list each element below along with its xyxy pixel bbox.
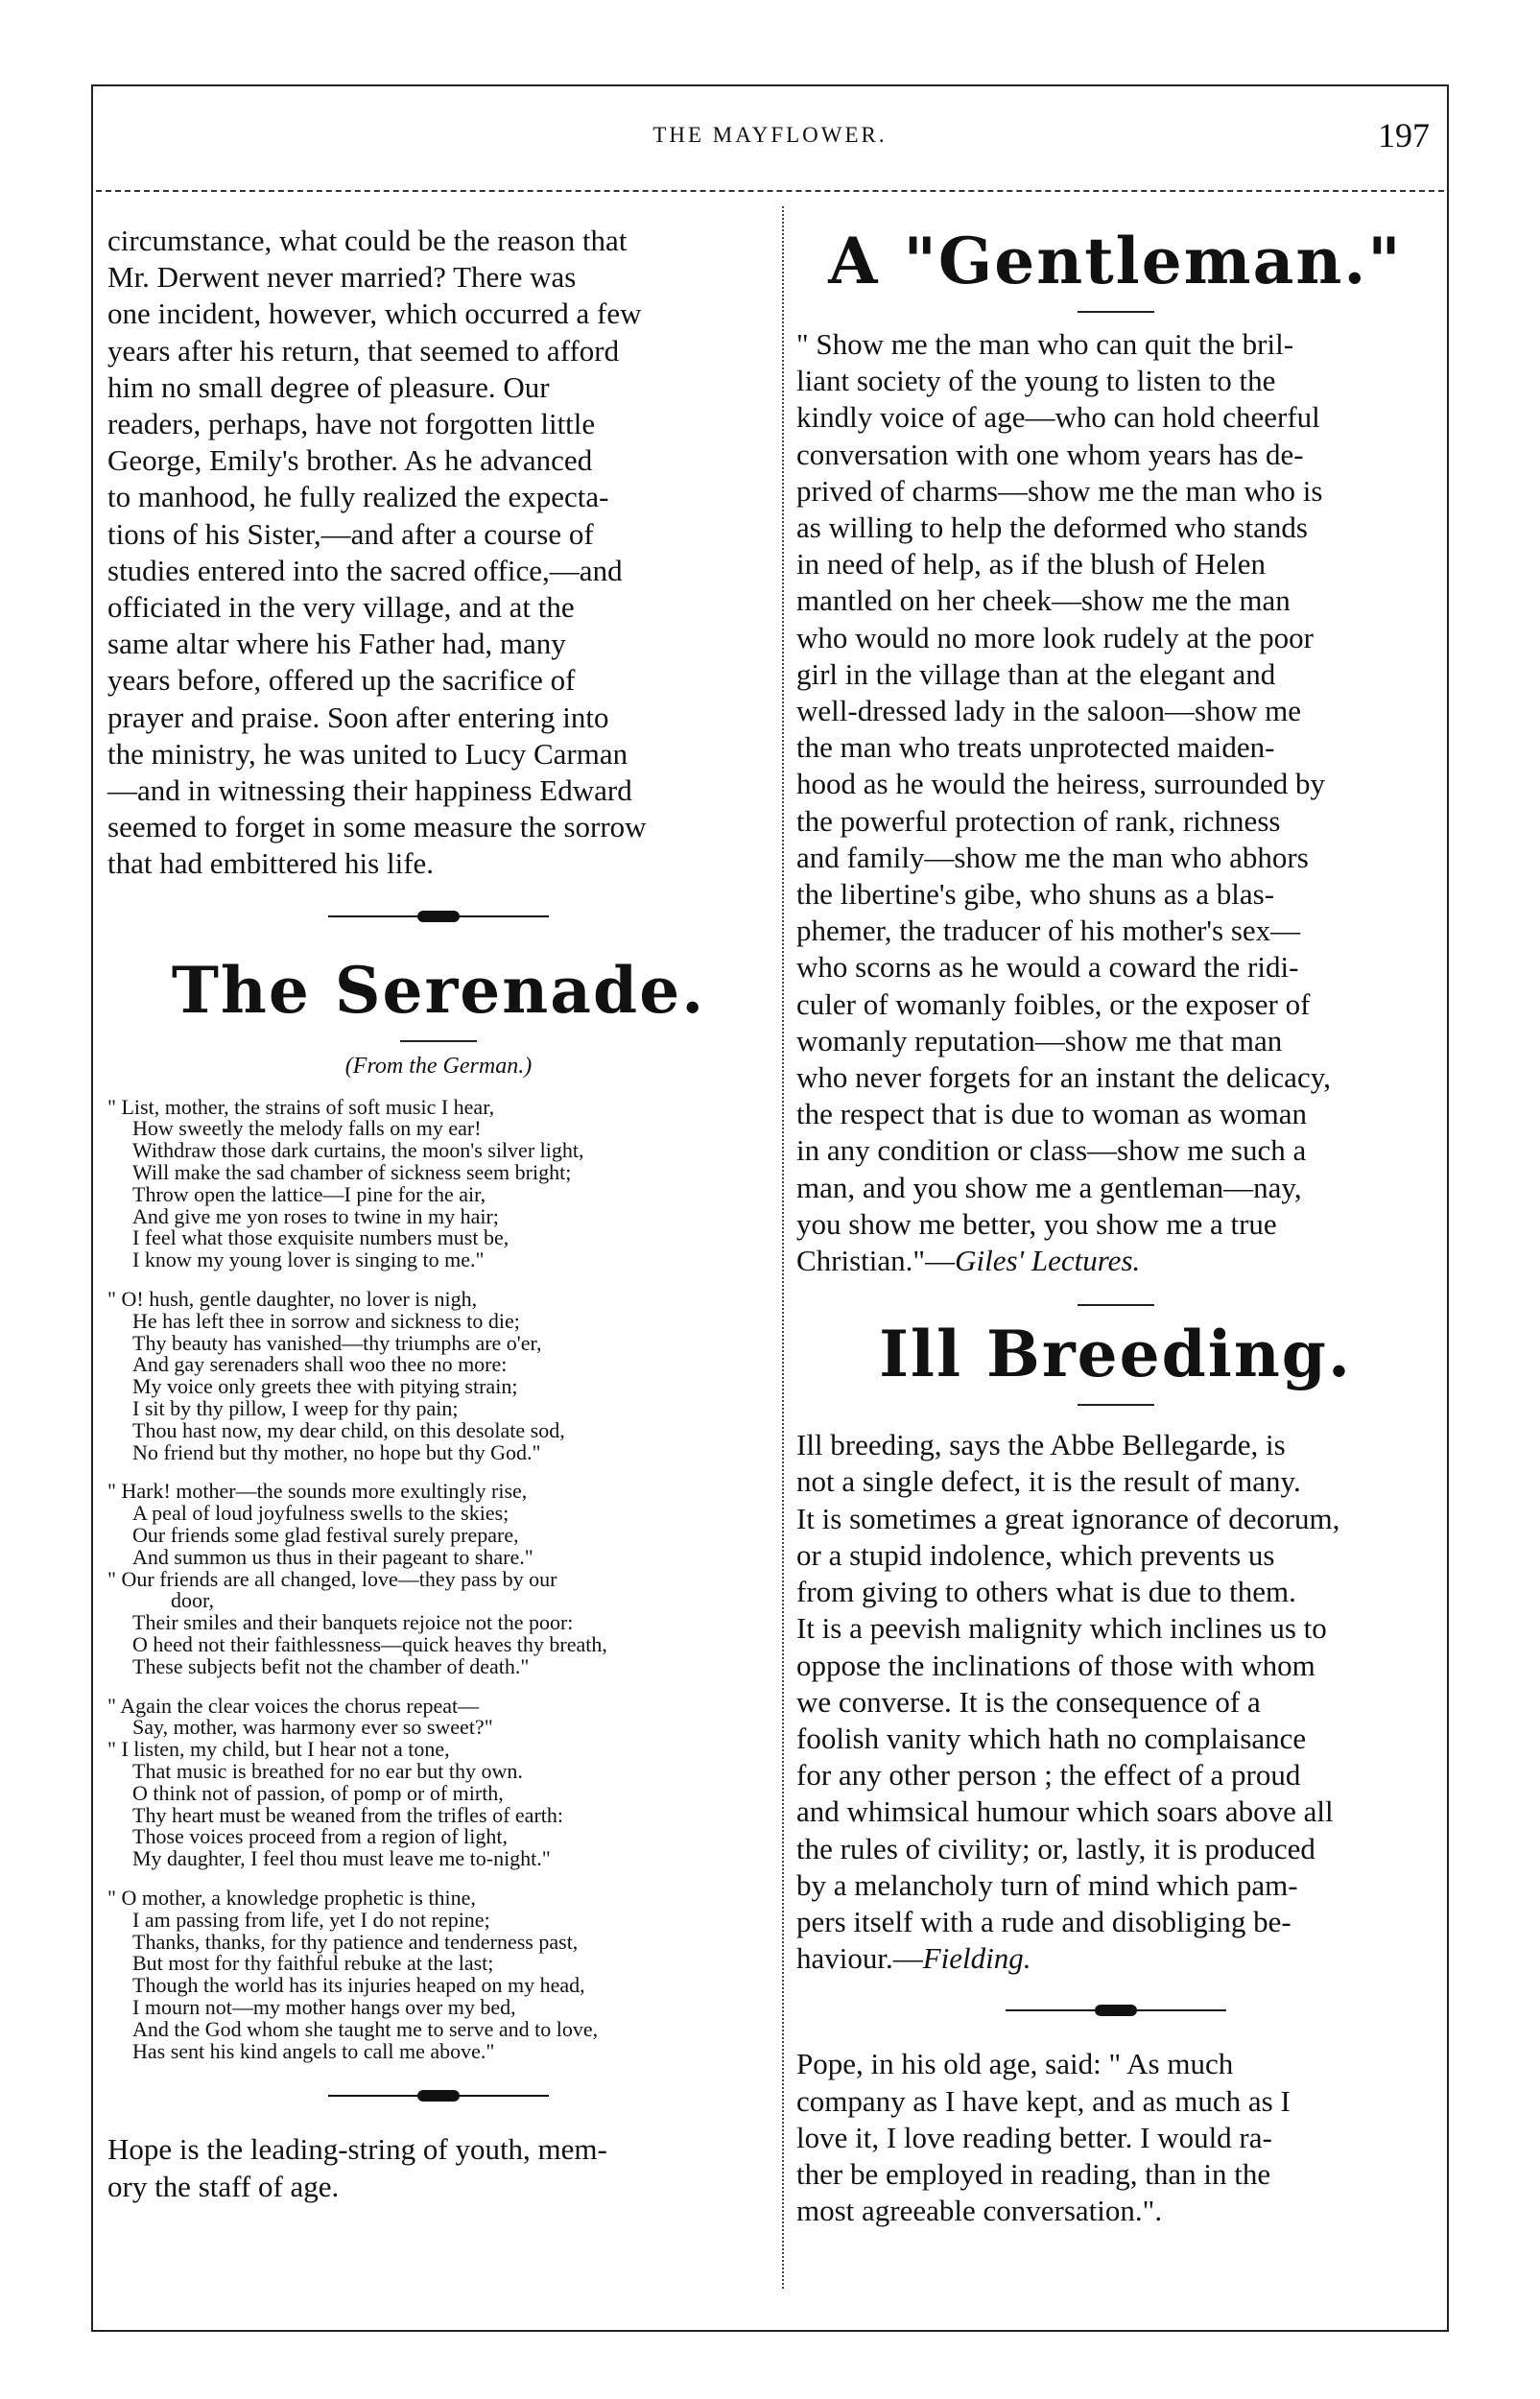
poem-line: Will make the sad chamber of sickness seem bright;	[132, 1160, 572, 1185]
text-line	[796, 1243, 1434, 1279]
text-line	[796, 1940, 1434, 1977]
text-line: well-dressed lady in the saloon—show me	[796, 694, 1302, 728]
text-line: circumstance, what could be the reason that	[107, 224, 628, 257]
title-rule	[1078, 311, 1154, 313]
text-line: years before, offered up the sacrifice of	[107, 663, 576, 698]
text-line: from giving to others what is due to them.	[796, 1575, 1296, 1609]
text-line: studies entered into the sacred office,—and	[107, 553, 623, 587]
text-line: or a stupid indolence, which prevents us	[796, 1537, 1275, 1572]
poem-line: O think not of passion, of pomp or of mirth,	[132, 1780, 504, 1805]
right-column	[796, 223, 1434, 2229]
text-line: pers itself with a rude and disobliging be-	[796, 1904, 1291, 1938]
poem-line: No friend but thy mother, no hope but thy God."	[132, 1439, 541, 1464]
text-line: for any other person ; the effect of a proud	[796, 1758, 1301, 1793]
column-divider	[782, 206, 784, 2289]
text-line: Mr. Derwent never married? There was	[107, 260, 577, 295]
text-line: seemed to forget in some measure the sorrow	[107, 810, 647, 844]
poem-line: Throw open the lattice—I pine for the air,	[132, 1181, 486, 1206]
poem-line: Thy heart must be weaned from the trifles of earth:	[132, 1802, 564, 1827]
poem-stanza	[107, 1481, 770, 1677]
text-line: who would no more look rudely at the poor	[796, 620, 1314, 654]
poem-line: Those voices proceed from a region of light,	[132, 1824, 508, 1849]
poem-line: " Again the clear voices the chorus repeat—	[107, 1693, 480, 1718]
text-line: ory the staff of age.	[107, 2169, 340, 2203]
text-line: Ill breeding, says the Abbe Bellegarde, is	[796, 1428, 1286, 1462]
poem-stanza	[107, 1289, 770, 1463]
ornament-knot	[1095, 2005, 1137, 2016]
text-line: company as I have kept, and as much as I	[796, 2083, 1291, 2118]
text-line: man, and you show me a gentleman—nay,	[796, 1170, 1302, 1204]
text-line: mantled on her cheek—show me the man	[796, 583, 1291, 618]
text-line: prayer and praise. Soon after entering into	[107, 700, 609, 734]
poem-line: A peal of loud joyfulness swells to the skies;	[132, 1501, 509, 1526]
poem-line: These subjects befit not the chamber of death."	[132, 1653, 530, 1678]
poem-line: Thanks, thanks, for thy patience and tenderness past,	[132, 1929, 579, 1954]
gentleman-title: A "Gentleman."	[828, 224, 1403, 298]
ornament-knot	[417, 911, 460, 922]
text-line: tions of his Sister,—and after a course of	[107, 516, 594, 551]
poem-line: " Hark! mother—the sounds more exultingly rise,	[107, 1479, 528, 1504]
left-column	[107, 223, 770, 2205]
text-line: who scorns as he would a coward the ridi-	[796, 950, 1299, 985]
text-line: most agreeable conversation.".	[796, 2194, 1163, 2228]
text-line: the man who treats unprotected maiden-	[796, 730, 1275, 765]
poem-line: Say, mother, was harmony ever so sweet?"	[132, 1715, 493, 1740]
text-line: conversation with one whom years has de-	[796, 437, 1304, 471]
pope-anecdote	[796, 2046, 1434, 2229]
text-fragment: Christian."—	[796, 1244, 956, 1278]
poem-stanza	[107, 1693, 770, 1871]
text-line: readers, perhaps, have not forgotten little	[107, 407, 596, 441]
poem-line: " Our friends are all changed, love—they pass by our	[107, 1566, 557, 1591]
ornament-divider	[1006, 2004, 1226, 2017]
hope-maxim	[107, 2131, 770, 2204]
poem-line: " I listen, my child, but I hear not a tone,	[107, 1737, 450, 1762]
poem-line: Their smiles and their banquets rejoice not the poor:	[132, 1610, 574, 1635]
text-line: It is a peevish malignity which inclines us to	[796, 1611, 1327, 1646]
poem-line: O heed not their faithlessness—quick heaves thy breath,	[132, 1631, 607, 1656]
text-line: It is sometimes a great ignorance of decorum,	[796, 1501, 1340, 1535]
poem-line: door,	[171, 1588, 214, 1613]
poem-line: Thy beauty has vanished—thy triumphs are o'er,	[132, 1330, 542, 1355]
text-line: prived of charms—show me the man who is	[796, 473, 1323, 508]
text-line: and whimsical humour which soars above all	[796, 1794, 1334, 1829]
poem-line: How sweetly the melody falls on my ear!	[132, 1116, 482, 1141]
ornament-knot	[417, 2090, 460, 2102]
text-line: as willing to help the deformed who stands	[796, 511, 1308, 545]
text-line: —and in witnessing their happiness Edward	[107, 773, 632, 808]
ornament-divider	[328, 2089, 549, 2102]
page-border-right	[1447, 84, 1449, 2330]
text-line: " Show me the man who can quit the bril-	[796, 327, 1294, 361]
poem-line: And the God whom she taught me to serve and to love,	[132, 2016, 599, 2041]
text-line: oppose the inclinations of those with whom	[796, 1648, 1315, 1682]
text-line: we converse. It is the consequence of a	[796, 1684, 1261, 1719]
poem-line: " O! hush, gentle daughter, no lover is nigh,	[107, 1287, 478, 1312]
poem-line: Our friends some glad festival surely prepare,	[132, 1523, 519, 1547]
serenade-title: The Serenade.	[171, 952, 706, 1028]
poem-line: My voice only greets thee with pitying strain;	[132, 1374, 518, 1399]
text-line: years after his return, that seemed to afford	[107, 333, 620, 368]
page-number: 197	[1378, 116, 1430, 154]
source-citation: Giles' Lectures.	[955, 1244, 1141, 1278]
ill-breeding-article	[796, 1427, 1434, 1977]
page-border-bottom	[91, 2330, 1449, 2332]
text-line: the respect that is due to woman as woman	[796, 1097, 1308, 1131]
text-line: one incident, however, which occurred a few	[107, 297, 642, 331]
serenade-attribution: (From the German.)	[344, 1053, 533, 1079]
poem-line: Though the world has its injuries heaped on my head,	[132, 1973, 585, 1998]
poem-stanza	[107, 1885, 770, 2063]
poem-line: Withdraw those dark curtains, the moon's silver light,	[132, 1138, 584, 1163]
poem-line: I sit by thy pillow, I weep for thy pain;	[132, 1396, 459, 1421]
text-line: womanly reputation—show me that man	[796, 1023, 1283, 1057]
text-fragment: haviour.—	[796, 1941, 923, 1976]
text-line: culer of womanly foibles, or the exposer of	[796, 986, 1311, 1021]
text-line: foolish vanity which hath no complaisance	[796, 1721, 1307, 1755]
text-line: the rules of civility; or, lastly, it is produced	[796, 1831, 1315, 1865]
text-line: same altar where his Father had, many	[107, 627, 566, 661]
text-line: the ministry, he was united to Lucy Carman	[107, 736, 628, 771]
text-line: Hope is the leading-string of youth, mem-	[107, 2132, 607, 2167]
text-line: him no small degree of pleasure. Our	[107, 369, 550, 404]
poem-line: Has sent his kind angels to call me above."	[132, 2038, 495, 2063]
text-line: in need of help, as if the blush of Helen	[796, 547, 1266, 582]
poem-stanza	[107, 1094, 770, 1272]
poem-line: I know my young lover is singing to me."	[132, 1247, 485, 1272]
ornament-divider	[328, 910, 549, 923]
poem-line: But most for thy faithful rebuke at the last;	[132, 1951, 494, 1976]
poem-line: My daughter, I feel thou must leave me to-night."	[132, 1846, 551, 1871]
poem-line: And give me yon roses to twine in my hair;	[132, 1203, 499, 1228]
text-line: you show me better, you show me a true	[796, 1206, 1277, 1241]
poem-line: Thou hast now, my dear child, on this desolate sod,	[132, 1417, 565, 1442]
text-line: Pope, in his old age, said: " As much	[796, 2047, 1234, 2081]
poem-line: " O mother, a knowledge prophetic is thine,	[107, 1885, 476, 1910]
text-line: kindly voice of age—who can hold cheerful	[796, 400, 1320, 435]
text-line: by a melancholy turn of mind which pam-	[796, 1867, 1298, 1902]
text-line: the powerful protection of rank, richness	[796, 803, 1281, 838]
poem-line: " List, mother, the strains of soft music I hear,	[107, 1094, 495, 1119]
running-title: THE MAYFLOWER.	[652, 123, 888, 147]
text-line: who never forgets for an instant the delicacy,	[796, 1060, 1331, 1095]
poem-line: And gay serenaders shall woo thee no more:	[132, 1352, 508, 1377]
text-line: hood as he would the heiress, surrounded by	[796, 767, 1326, 801]
text-line: to manhood, he fully realized the expecta-	[107, 480, 609, 514]
poem-line: I feel what those exquisite numbers must be,	[132, 1225, 509, 1250]
text-line: girl in the village than at the elegant and	[796, 656, 1276, 691]
text-line: that had embittered his life.	[107, 846, 435, 881]
text-line: liant society of the young to listen to the	[796, 364, 1276, 398]
poem-line: He has left thee in sorrow and sickness to die;	[132, 1308, 520, 1333]
text-line: ther be employed in reading, than in the	[796, 2156, 1271, 2191]
text-line: the libertine's gibe, who shuns as a blas-	[796, 877, 1275, 912]
poem-line: I am passing from life, yet I do not repine;	[132, 1907, 490, 1932]
page-border-left	[91, 84, 93, 2330]
section-rule	[1078, 1304, 1154, 1306]
source-citation: Fielding.	[922, 1941, 1031, 1976]
gentleman-article	[796, 326, 1434, 1279]
text-line: officiated in the very village, and at the	[107, 590, 575, 625]
page-border-top	[91, 84, 1449, 86]
text-line: love it, I love reading better. I would ra-	[796, 2120, 1272, 2154]
text-line: phemer, the traducer of his mother's sex—	[796, 914, 1301, 948]
poem-line: That music is breathed for no ear but thy own.	[132, 1758, 523, 1783]
text-line: and family—show me the man who abhors	[796, 840, 1309, 874]
text-line: not a single defect, it is the result of many.	[796, 1464, 1301, 1499]
header-rule	[96, 190, 1444, 192]
serenade-poem	[107, 1094, 770, 2063]
text-line: in any condition or class—show me such a	[796, 1133, 1307, 1168]
story-continuation	[107, 223, 770, 883]
poem-line: And summon us thus in their pageant to share."	[132, 1544, 533, 1569]
ill-breeding-title: Ill Breeding.	[879, 1317, 1352, 1392]
title-rule	[1078, 1404, 1154, 1406]
title-rule	[400, 1040, 477, 1042]
poem-line: I mourn not—my mother hangs over my bed,	[132, 1994, 516, 2019]
text-line: George, Emily's brother. As he advanced	[107, 443, 593, 478]
